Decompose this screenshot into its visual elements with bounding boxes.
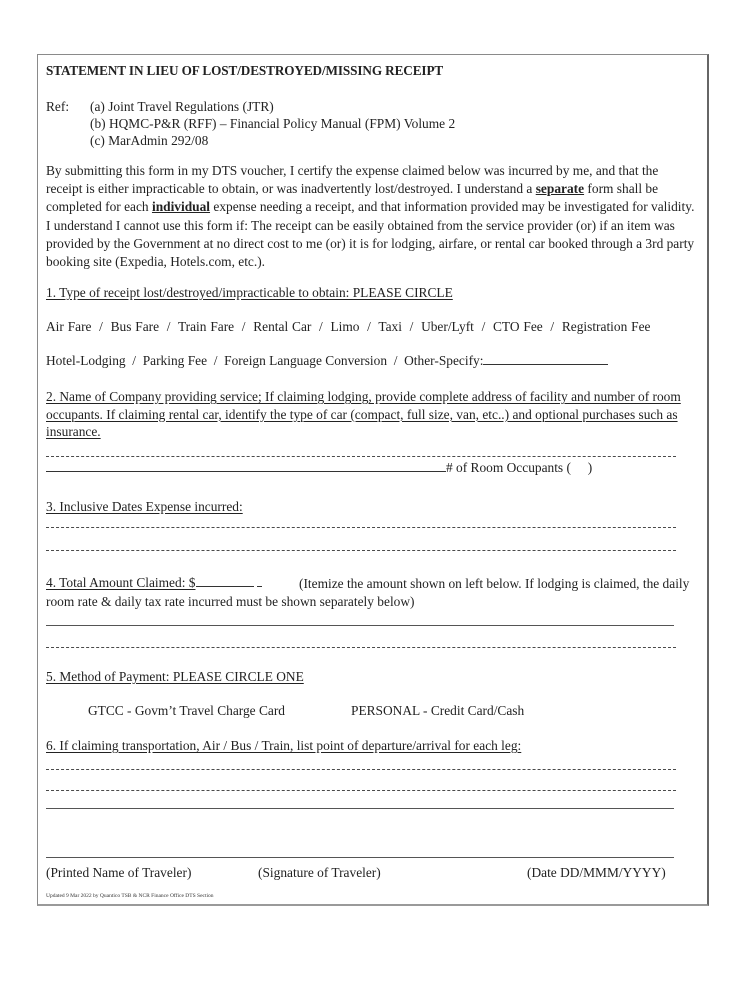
transport-leg-line-3[interactable] <box>46 808 674 809</box>
other-specify-field[interactable] <box>483 364 608 365</box>
printed-name-label: (Printed Name of Traveler) <box>46 865 192 880</box>
update-footnote: Updated 9 Mar 2022 by Quantico TSB & NCR Finance Office DTS Section <box>46 893 214 899</box>
certification-paragraph <box>46 162 696 271</box>
receipt-type-options-row2[interactable] <box>46 353 608 369</box>
certification-text-1: By submitting this form in my DTS voucher, I certify the expense claimed below was incurred by me, and that the receipt is either impracticable to obtain, or was inadvertently lost/destroyed. I understand a <box>46 163 659 197</box>
itemize-line-2[interactable] <box>46 647 676 648</box>
receipt-statement-form <box>37 54 709 906</box>
section2-heading: 2. Name of Company providing service; If claiming lodging, provide complete address of facility and number of room occupants. If claiming rental car, identify the type of car (compact, full size, van, etc..) and optional purchases such as insurance. <box>46 389 681 439</box>
company-name-line-2-row <box>46 460 592 476</box>
section6-heading: 6. If claiming transportation, Air / Bus / Train, list point of departure/arrival for each leg: <box>46 738 522 753</box>
company-name-line-2[interactable] <box>46 471 446 472</box>
itemize-line-1[interactable] <box>46 625 674 626</box>
section1-heading: 1. Type of receipt lost/destroyed/impracticable to obtain: PLEASE CIRCLE <box>46 285 453 300</box>
section4-note: (Itemize the amount shown on left below. If lodging is claimed, the daily room rate & daily tax rate incurred must be shown separately below) <box>46 576 690 609</box>
emphasis-individual: individual <box>151 199 211 215</box>
section5-heading: 5. Method of Payment: PLEASE CIRCLE ONE <box>46 669 304 684</box>
section4-heading: 4. Total Amount Claimed: $ <box>46 575 196 590</box>
certification-text-3: expense needing a receipt, and that information provided may be investigated for validity. I understand I cannot use this form if: The receipt can be easily obtained from the service provider (or) if an item was provided by the Government at no direct cost to me (or) it is for lodging, airfare, or rental car booked through a 3rd party booking site (Expedia, Hotels.com, etc.). <box>46 199 695 270</box>
reference-c: (c) MarAdmin 292/08 <box>90 133 209 148</box>
company-name-line-1[interactable] <box>46 456 676 457</box>
room-occupants-label: # of Room Occupants ( ) <box>446 460 593 475</box>
form-title: STATEMENT IN LIEU OF LOST/DESTROYED/MISSING RECEIPT <box>46 63 444 78</box>
transport-leg-line-1[interactable] <box>46 769 676 770</box>
reference-a: (a) Joint Travel Regulations (JTR) <box>90 99 274 114</box>
reference-b: (b) HQMC-P&R (RFF) – Financial Policy Manual (FPM) Volume 2 <box>90 116 456 131</box>
dates-line-1[interactable] <box>46 527 676 528</box>
emphasis-separate: separate <box>535 181 585 197</box>
transport-leg-line-2[interactable] <box>46 790 676 791</box>
signature-label: (Signature of Traveler) <box>258 865 381 880</box>
section3-heading: 3. Inclusive Dates Expense incurred: <box>46 499 243 514</box>
certification-text-2: form shall be completed for each <box>46 181 659 215</box>
receipt-type-options-row2-text: Hotel-Lodging / Parking Fee / Foreign Language Conversion / Other-Specify: <box>46 353 484 368</box>
signature-line[interactable] <box>46 857 674 858</box>
dates-line-2[interactable] <box>46 550 676 551</box>
receipt-type-options-row1[interactable]: Air Fare / Bus Fare / Train Fare / Rental Car / Limo / Taxi / Uber/Lyft / CTO Fee / Registration Fee <box>46 319 651 334</box>
payment-option-personal[interactable]: PERSONAL - Credit Card/Cash <box>351 703 525 718</box>
date-label: (Date DD/MMM/YYYY) <box>527 865 666 880</box>
ref-label: Ref: <box>46 99 70 114</box>
payment-option-gtcc[interactable]: GTCC - Govm’t Travel Charge Card <box>88 703 286 718</box>
